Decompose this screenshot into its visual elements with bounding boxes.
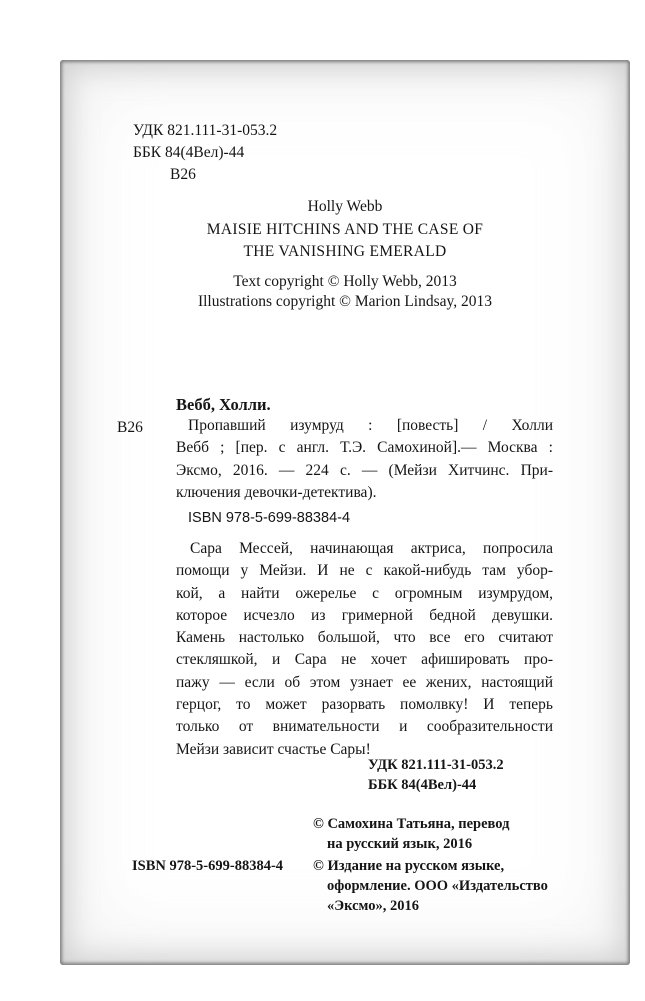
illustrations-copyright: Illustrations copyright © Marion Lindsay, 2013 (197, 293, 493, 310)
bbk-code: ББК 84(4Вел)-44 (133, 144, 245, 161)
annotation-line: только от внимательности и сообразительности (176, 718, 553, 736)
copyright-line-4: оформление. ООО «Издательство (327, 878, 548, 894)
annotation-line: пажу — если об этом узнает ее жених, настоящий (176, 673, 553, 691)
catalog-line: Пропавший изумруд : [повесть] / Холли (188, 417, 553, 434)
annotation-line: помощи у Мейзи. И не с какой-нибудь там убор- (176, 562, 553, 580)
catalog-mark: В26 (117, 419, 143, 436)
bottom-bbk-code: ББК 84(4Вел)-44 (368, 777, 477, 793)
catalog-description (176, 415, 553, 504)
annotation-line: Сара Мессей, начинающая актриса, попросила (190, 540, 553, 557)
text-copyright: Text copyright © Holly Webb, 2013 (233, 273, 457, 290)
annotation-line: Мейзи зависит счастье Сары! (176, 740, 371, 758)
catalog-line: Эксмо, 2016. — 224 с. — (Мейзи Хитчинс. При- (176, 461, 553, 479)
udk-code: УДК 821.111-31-053.2 (133, 122, 278, 139)
copyright-line-2: на русский язык, 2016 (327, 836, 473, 852)
catalog-heading: Вебб, Холли. (176, 395, 271, 414)
catalog-isbn: ISBN 978-5-699-88384-4 (188, 510, 351, 526)
annotation-line: стекляшкой, и Сара не хочет афишировать про- (176, 651, 553, 669)
catalog-line: Вебб ; [пер. с англ. Т.Э. Самохиной].— Москва : (176, 439, 553, 457)
author-mark: В26 (170, 166, 196, 183)
annotation-line: Камень настолько большой, что все его считают (176, 629, 553, 647)
copyright-line-3: © Издание на русском языке, (313, 858, 505, 874)
annotation-line: герцог, то может разорвать помолвку! И теперь (176, 696, 553, 714)
original-author: Holly Webb (307, 198, 383, 215)
bottom-udk-code: УДК 821.111-31-053.2 (368, 757, 504, 773)
copyright-line-5: «Эксмо», 2016 (327, 898, 419, 914)
annotation-line: которое исчезло из гримерной бедной девушки. (176, 606, 553, 624)
annotation-line: кой, а найти ожерелье с огромным изумрудом, (176, 584, 553, 602)
original-title-line-1: MAISIE HITCHINS AND THE CASE OF (206, 221, 484, 238)
catalog-line: ключения девочки-детектива). (176, 483, 377, 501)
bottom-isbn: ISBN 978-5-699-88384-4 (132, 858, 284, 874)
annotation (176, 538, 553, 761)
copyright-line-1: © Самохина Татьяна, перевод (313, 816, 510, 832)
original-title-line-2: THE VANISHING EMERALD (243, 243, 447, 260)
